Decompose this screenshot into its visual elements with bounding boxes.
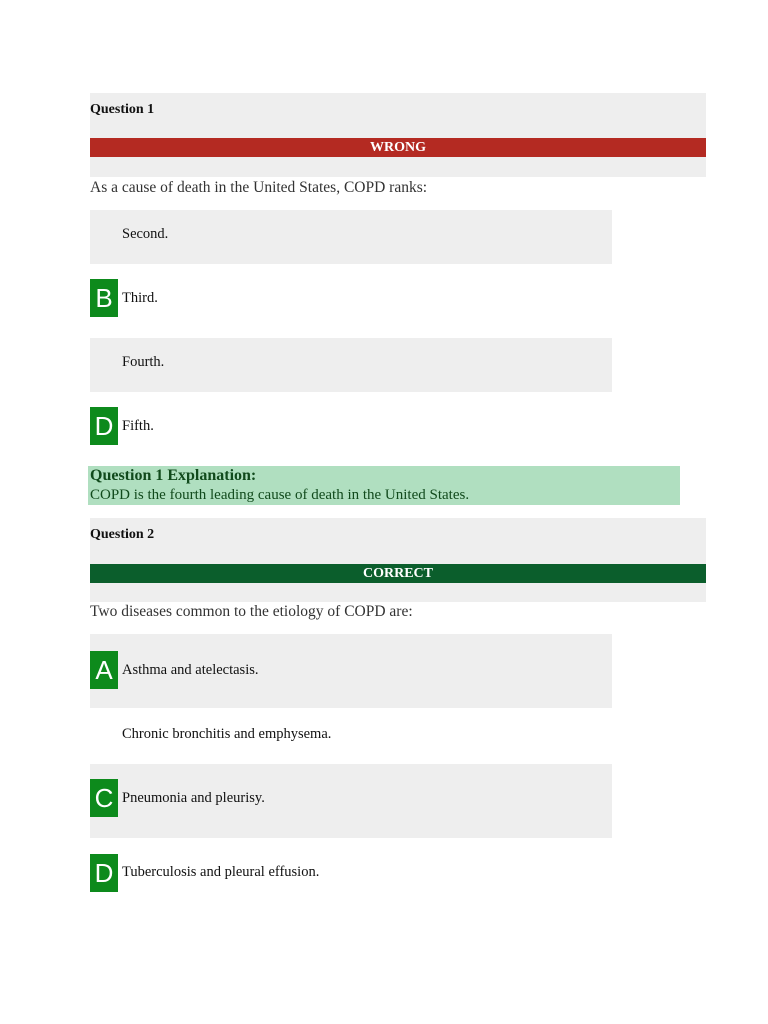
option-text: Fifth. <box>122 418 154 434</box>
question-1-option-b[interactable] <box>90 274 612 328</box>
explanation-text: COPD is the fourth leading cause of death in the United States. <box>90 487 470 503</box>
question-1-explanation <box>88 466 680 505</box>
question-1-option-c[interactable] <box>90 338 612 392</box>
option-text: Pneumonia and pleurisy. <box>122 790 265 806</box>
option-text: Chronic bronchitis and emphysema. <box>122 726 332 742</box>
question-1-option-a[interactable] <box>90 210 612 264</box>
option-text: Fourth. <box>122 354 165 370</box>
option-text: Tuberculosis and pleural effusion. <box>122 864 320 880</box>
question-2-text: Two diseases common to the etiology of COPD are: <box>90 603 413 620</box>
question-1-header <box>90 93 706 177</box>
question-1-status-wrong: WRONG <box>90 138 706 157</box>
question-1-title: Question 1 <box>90 102 155 117</box>
question-1-text: As a cause of death in the United States, COPD ranks: <box>90 179 428 196</box>
option-text: Third. <box>122 290 158 306</box>
option-letter-badge: B <box>90 279 118 317</box>
question-2-option-c[interactable] <box>90 764 612 838</box>
question-1-option-d[interactable] <box>90 402 612 456</box>
question-2-status-correct: CORRECT <box>90 564 706 583</box>
question-2-option-d[interactable] <box>90 838 612 902</box>
option-text: Second. <box>122 226 169 242</box>
question-2-option-b[interactable] <box>90 708 612 764</box>
option-letter-badge: D <box>90 854 118 892</box>
option-letter-badge: D <box>90 407 118 445</box>
option-text: Asthma and atelectasis. <box>122 662 259 678</box>
explanation-title: Question 1 Explanation: <box>90 467 257 484</box>
option-letter-badge: A <box>90 651 118 689</box>
option-letter-badge: C <box>90 779 118 817</box>
question-2-title: Question 2 <box>90 527 155 542</box>
question-2-header <box>90 518 706 602</box>
question-2-option-a[interactable] <box>90 634 612 708</box>
